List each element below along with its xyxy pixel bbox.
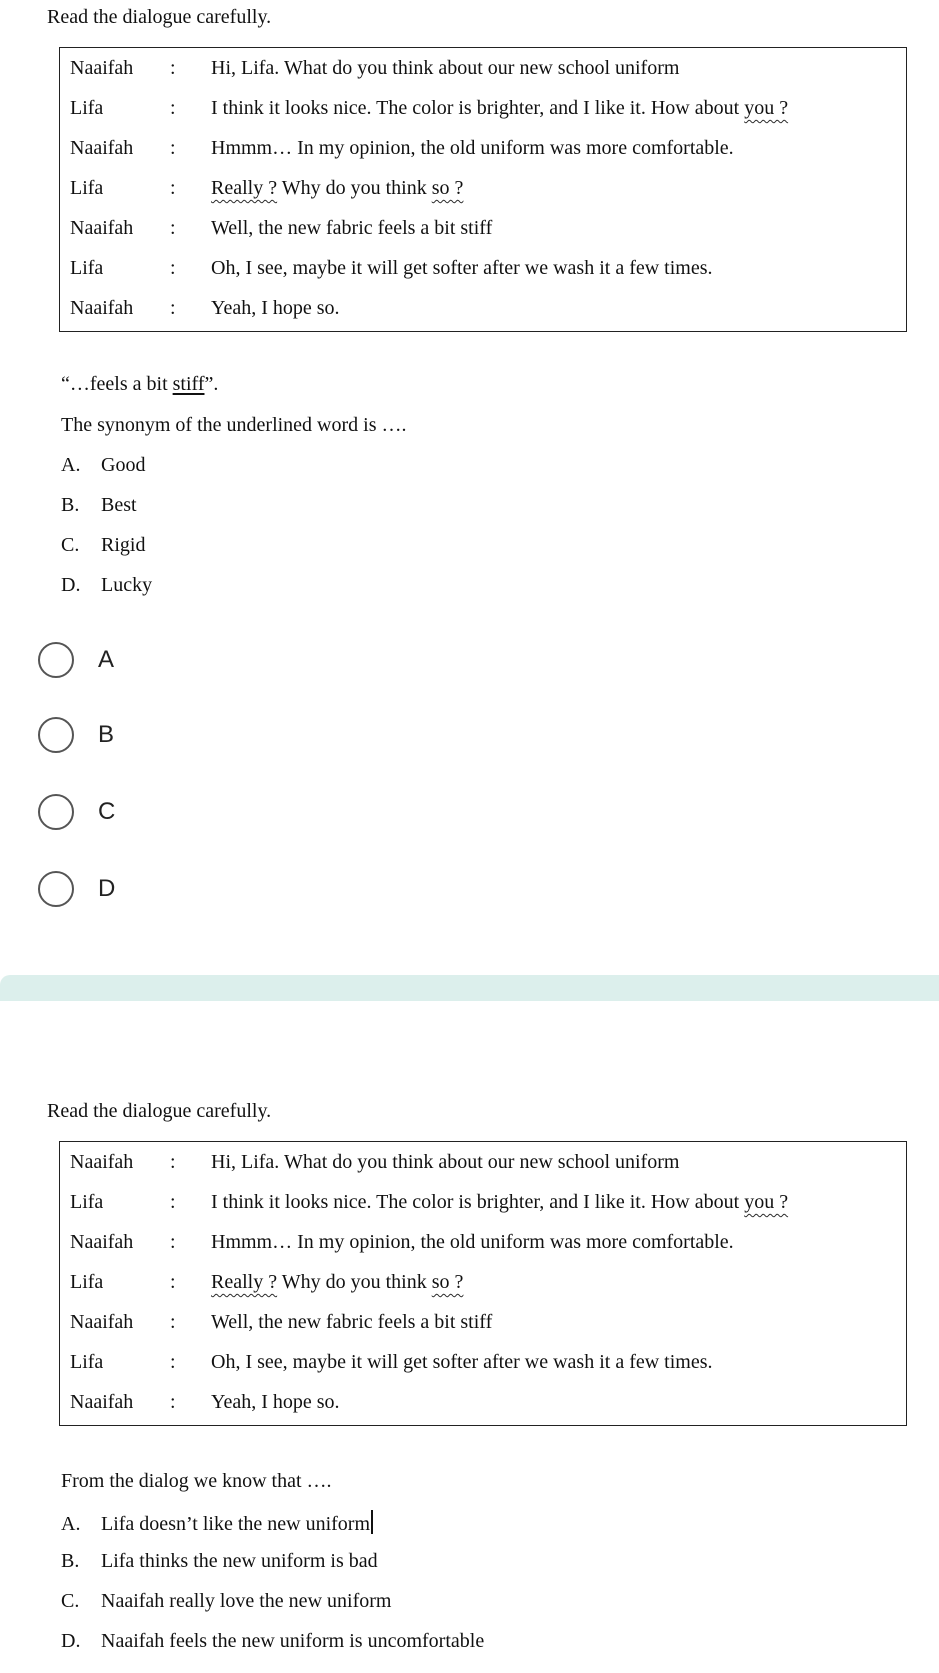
utterance [211,168,463,208]
q2-option-text: Naaifah feels the new uniform is uncomfortable [101,1630,485,1652]
q2-option-d [61,1630,484,1653]
text-cursor [371,1510,373,1534]
wavy-marked-text: you ? [744,1191,789,1213]
speaker-name: Naaifah [70,57,134,79]
speaker-colon: : [170,217,176,239]
utterance [211,128,734,168]
q1-option-letter: D. [61,574,81,596]
speaker-colon: : [170,1391,176,1413]
q2-prompt: From the dialog we know that …. [61,1470,332,1492]
choice-d-row[interactable] [38,871,238,915]
speaker-name: Lifa [70,177,104,199]
utterance-text: Well, the new fabric feels a bit stiff [211,217,493,239]
speaker-name: Naaifah [70,297,134,319]
speaker-colon: : [170,1231,176,1253]
speaker-colon: : [170,1191,176,1213]
radio-c[interactable] [38,794,74,830]
utterance [211,1142,679,1182]
q1-option-letter: B. [61,494,80,516]
q1-option-letter: A. [61,454,81,476]
radio-b[interactable] [38,717,74,753]
q1-dialogue-box [59,47,907,332]
section-divider [0,975,939,1001]
utterance-text: Oh, I see, maybe it will get softer after we wash it a few times. [211,1351,713,1373]
speaker-colon: : [170,1311,176,1333]
utterance [211,1302,492,1342]
utterance [211,1182,788,1222]
q2-option-b [61,1550,378,1573]
q1-option-d [61,574,152,597]
q1-option-text: Good [101,454,146,476]
choice-b-row[interactable] [38,717,238,761]
utterance [211,48,679,88]
utterance-text: Hmmm… In my opinion, the old uniform was more comfortable. [211,137,734,159]
speaker-name: Lifa [70,1191,104,1213]
speaker-name: Lifa [70,1351,104,1373]
speaker-colon: : [170,1271,176,1293]
utterance [211,1222,734,1262]
wavy-marked-text: you ? [744,97,789,119]
utterance-text: I think it looks nice. The color is brighter, and I like it. How about [211,1191,745,1213]
q2-option-c [61,1590,391,1613]
utterance-text: Why do you think [277,177,432,199]
q2-option-letter: B. [61,1550,80,1572]
speaker-name: Lifa [70,257,104,279]
utterance-text: Hi, Lifa. What do you think about our new school uniform [211,1151,680,1173]
utterance-text: Why do you think [277,1271,432,1293]
speaker-name: Lifa [70,97,104,119]
q2-option-text: Naaifah really love the new uniform [101,1590,392,1612]
q2-option-text: Lifa doesn’t like the new uniform [101,1513,371,1535]
q1-option-text: Lucky [101,574,153,596]
wavy-marked-text: so ? [431,177,464,199]
q2-dialogue-box [59,1141,907,1426]
q1-option-a [61,454,145,477]
q2-option-letter: C. [61,1590,80,1612]
utterance-text: Oh, I see, maybe it will get softer after we wash it a few times. [211,257,713,279]
speaker-colon: : [170,137,176,159]
q1-quote-prefix: “…feels a bit [61,373,173,395]
utterance-text: Well, the new fabric feels a bit stiff [211,1311,493,1333]
utterance [211,208,492,248]
speaker-colon: : [170,1151,176,1173]
wavy-marked-text: Really ? [211,1271,278,1293]
utterance [211,1382,340,1422]
speaker-colon: : [170,97,176,119]
choice-c-row[interactable] [38,794,238,838]
q1-option-b [61,494,137,517]
wavy-marked-text: Really ? [211,177,278,199]
speaker-name: Naaifah [70,217,134,239]
q1-option-text: Rigid [101,534,146,556]
q1-quote [61,373,218,396]
utterance-text: Hi, Lifa. What do you think about our new school uniform [211,57,680,79]
speaker-colon: : [170,177,176,199]
utterance-text: I think it looks nice. The color is brighter, and I like it. How about [211,97,745,119]
q1-option-c [61,534,145,557]
q2-option-letter: A. [61,1513,81,1535]
speaker-name: Naaifah [70,1391,134,1413]
q1-quote-suffix: ”. [204,373,219,395]
choice-a-label: A [98,646,115,673]
utterance-text: Yeah, I hope so. [211,1391,340,1413]
q1-instruction: Read the dialogue carefully. [47,6,272,28]
choice-b-label: B [98,721,115,748]
utterance [211,88,788,128]
choice-c-label: C [98,798,116,825]
q1-option-text: Best [101,494,137,516]
utterance [211,288,340,328]
speaker-name: Naaifah [70,1151,134,1173]
speaker-name: Naaifah [70,1311,134,1333]
speaker-colon: : [170,297,176,319]
utterance-text: Hmmm… In my opinion, the old uniform was more comfortable. [211,1231,734,1253]
choice-d-label: D [98,875,116,902]
speaker-colon: : [170,57,176,79]
speaker-name: Lifa [70,1271,104,1293]
radio-d[interactable] [38,871,74,907]
speaker-name: Naaifah [70,137,134,159]
q2-option-text: Lifa thinks the new uniform is bad [101,1550,378,1572]
radio-a[interactable] [38,642,74,678]
q2-option-a [61,1510,373,1536]
q1-underlined-word: stiff [172,373,205,395]
utterance [211,1342,713,1382]
speaker-colon: : [170,257,176,279]
choice-a-row[interactable] [38,642,238,686]
speaker-name: Naaifah [70,1231,134,1253]
q2-option-letter: D. [61,1630,81,1652]
utterance [211,248,713,288]
wavy-marked-text: so ? [431,1271,464,1293]
q2-instruction: Read the dialogue carefully. [47,1100,272,1122]
q1-prompt: The synonym of the underlined word is …. [61,414,407,436]
speaker-colon: : [170,1351,176,1373]
q1-option-letter: C. [61,534,80,556]
utterance-text: Yeah, I hope so. [211,297,340,319]
utterance [211,1262,463,1302]
